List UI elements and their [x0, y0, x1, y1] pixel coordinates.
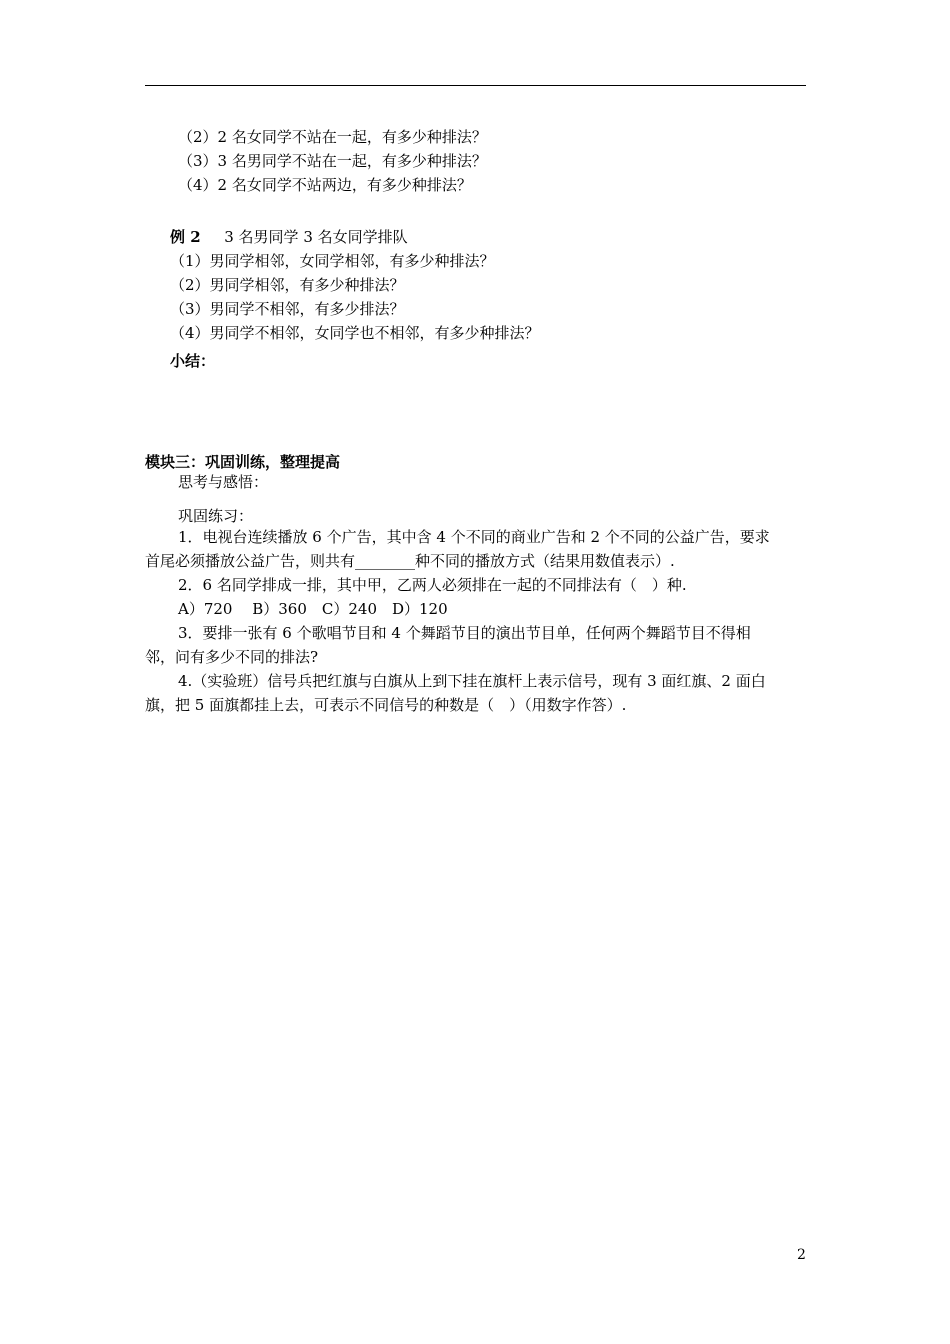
- question-3-line-2: 邻，问有多少不同的排法?: [145, 648, 319, 666]
- question-4-line-1: 4.（实验班）信号兵把红旗与白旗从上到下挂在旗杆上表示信号，现有 3 面红旗、2 面白: [178, 672, 766, 690]
- header-rule: [145, 85, 806, 86]
- example-2-item-1: （1）男同学相邻，女同学相邻，有多少种排法？: [170, 252, 495, 270]
- example-2-item-4: （4）男同学不相邻，女同学也不相邻，有多少种排法？: [170, 324, 540, 342]
- question-2: 2．6 名同学排成一排，其中甲，乙两人必须排在一起的不同排法有（ ）种.: [178, 576, 687, 594]
- question-1-line-2: 首尾必须播放公益广告，则共有________种不同的播放方式（结果用数值表示）.: [145, 552, 675, 570]
- question-2-options: A）720 B）360 C）240 D）120: [178, 600, 448, 618]
- practice-title: 巩固练习：: [178, 507, 254, 525]
- example-2-intro: 3 名男同学 3 名女同学排队: [224, 228, 408, 246]
- example-2-label: 例 2: [170, 228, 201, 246]
- module-3-heading: 模块三：巩固训练，整理提高: [145, 453, 341, 471]
- exercise-1-item-4: （4）2 名女同学不站两边，有多少种排法？: [178, 176, 472, 194]
- example-2-header: [170, 227, 408, 247]
- exercise-1-item-2: （2）2 名女同学不站在一起，有多少种排法？: [178, 128, 487, 146]
- question-3-line-1: 3．要排一张有 6 个歌唱节目和 4 个舞蹈节目的演出节目单，任何两个舞蹈节目不得相: [178, 624, 751, 642]
- reflection-label: 思考与感悟：: [178, 473, 269, 491]
- question-4-line-2: 旗，把 5 面旗都挂上去，可表示不同信号的种数是（ ）（用数字作答）.: [145, 696, 627, 714]
- page-number: 2: [797, 1247, 806, 1263]
- example-2-item-2: （2）男同学相邻，有多少种排法？: [170, 276, 405, 294]
- exercise-1-item-3: （3）3 名男同学不站在一起，有多少种排法？: [178, 152, 487, 170]
- summary-label: 小结：: [170, 352, 216, 370]
- question-1-line-1: 1．电视台连续播放 6 个广告，其中含 4 个不同的商业广告和 2 个不同的公益广告，要求: [178, 528, 770, 546]
- example-2-item-3: （3）男同学不相邻，有多少排法？: [170, 300, 405, 318]
